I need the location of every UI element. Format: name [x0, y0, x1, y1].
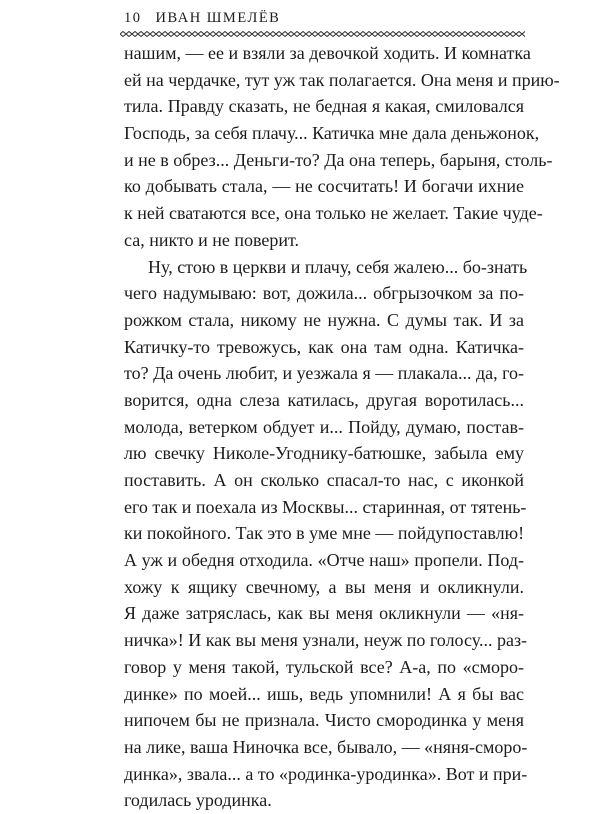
text-line: ки покойного. Так это в уме мне — пойдупоставлю! — [124, 523, 525, 544]
text-line: динка», звала... а то «родинка-уродинка». Вот и при- — [124, 763, 528, 784]
text-line: Я даже затряслась, как вы меня окликнули — «ня- — [124, 603, 524, 624]
text-line: поставить. А он сколько спасал-то нас, с иконкой — [124, 470, 524, 490]
text-line: годилась уродинка. — [124, 790, 272, 811]
text-line: ничка»! И как вы меня узнали, неуж по голосу... раз- — [124, 630, 528, 651]
body-text — [124, 40, 560, 814]
text-line: и не в обрез... Деньги-то? Да она теперь, барыня, столь- — [124, 149, 553, 170]
page-number: 10 — [124, 9, 142, 26]
text-line: Господь, за себя плачу... Катичка мне дала деньжонок, — [124, 123, 540, 144]
text-line: А уж и обедня отходила. «Отче наш» пропели. Под- — [124, 550, 524, 571]
page-header — [124, 8, 524, 28]
text-line: динке» по моей... ишь, ведь упомнили! А я бы вас — [124, 683, 524, 704]
text-line: са, никто и не поверит. — [124, 229, 300, 250]
text-line: то? Да очень любит, и уезжала я — плакала... да, го- — [124, 363, 525, 384]
text-line: хожу к ящику свечному, а вы меня и окликнули. — [124, 576, 524, 597]
text-line: молода, ветерком обдует и... Пойду, думаю, постав- — [124, 416, 524, 437]
header-ornament — [120, 30, 525, 38]
text-line: говор у меня такой, тульской все? А-а, по «сморо- — [124, 656, 524, 677]
text-line: рожком стала, никому не нужна. С думы так. И за — [124, 309, 524, 330]
text-line: ей на чердачке, тут уж так полагается. Она меня и прию- — [124, 69, 560, 90]
text-line: к ней сватаются все, она только не желает. Такие чуде- — [124, 203, 543, 224]
text-line: нипочем бы не признала. Чисто смородинка у меня — [124, 710, 524, 731]
text-line: Катичку-то тревожусь, как она там одна. Катичка- — [124, 336, 524, 357]
text-line: на лике, ваша Ниночка все, бывало, — «няня-сморо- — [124, 736, 528, 757]
text-line: лю свечку Николе-Угоднику-батюшке, забыла ему — [124, 443, 524, 464]
text-line: чего надумываю: вот, дожила... обгрызочком за по- — [124, 283, 524, 304]
text-line: ворится, одна слеза катилась, другая воротилась... — [124, 389, 524, 410]
text-line: его так и поехала из Москвы... старинная, от тятень- — [124, 496, 527, 517]
text-line: нашим, — ее и взяли за девочкой ходить. И комнатка — [124, 43, 531, 63]
text-line: Ну, стою в церкви и плачу, себя жалею... бо-знать — [148, 256, 528, 277]
text-line: ко добывать стала, — не сосчитать! И богачи ихние — [124, 176, 524, 197]
text-line: тила. Правду сказать, не бедная я какая, смиловался — [124, 96, 524, 117]
running-title: ИВАН ШМЕЛЁВ — [155, 9, 281, 26]
